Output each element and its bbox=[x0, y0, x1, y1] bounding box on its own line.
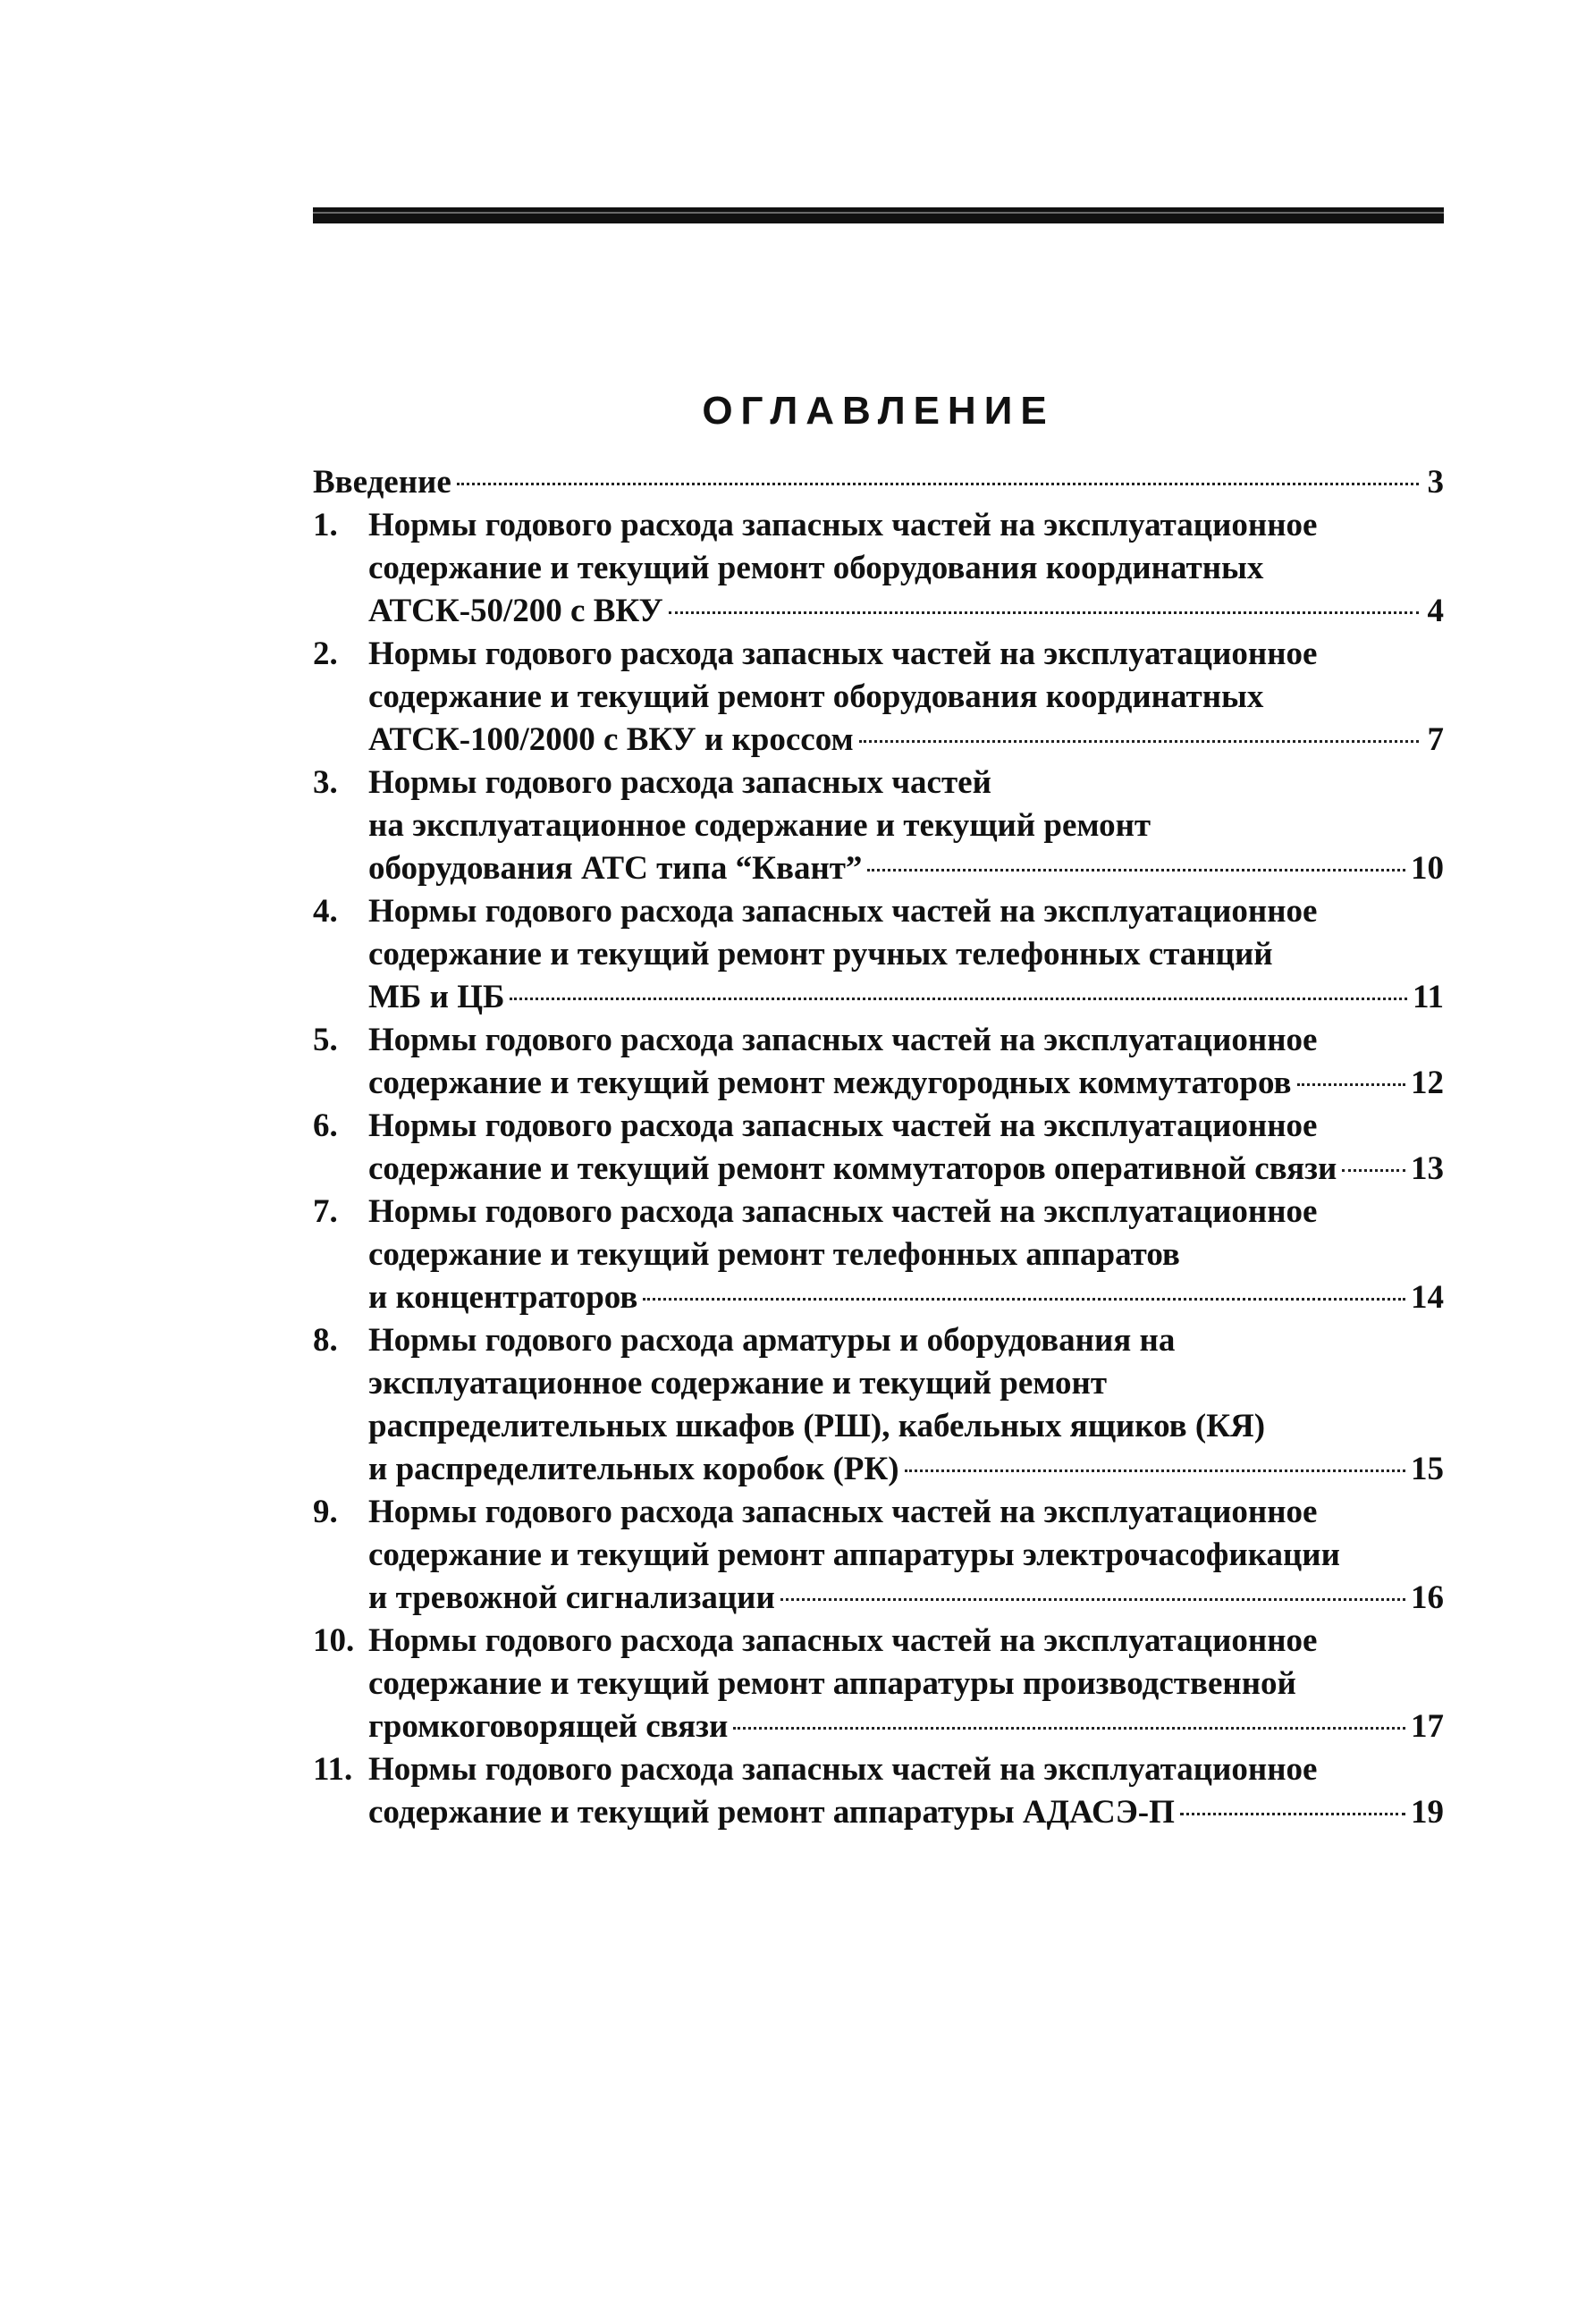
dot-leader bbox=[1297, 1083, 1405, 1086]
toc-page-number: 10 bbox=[1411, 850, 1444, 887]
toc-entry-text: содержание и текущий ремонт междугородных коммутаторов bbox=[368, 1065, 1292, 1101]
dot-leader bbox=[643, 1298, 1405, 1301]
toc-page-number: 16 bbox=[1411, 1579, 1444, 1616]
dot-leader bbox=[905, 1469, 1405, 1472]
toc-entry-text: АТСК-100/2000 с ВКУ и кроссом bbox=[368, 721, 854, 758]
dot-leader bbox=[1180, 1813, 1405, 1815]
toc-entry-text: Нормы годового расхода запасных частей на эксплуатационное bbox=[368, 507, 1318, 543]
toc-page-number: 17 bbox=[1411, 1708, 1444, 1745]
toc-entry[interactable] bbox=[313, 1019, 1444, 1105]
dot-leader bbox=[510, 998, 1407, 1000]
toc-title: ОГЛАВЛЕНИЕ bbox=[702, 389, 1055, 433]
toc-entry[interactable] bbox=[313, 890, 1444, 1019]
toc-entry-text: содержание и текущий ремонт аппаратуры производственной bbox=[368, 1665, 1296, 1702]
toc-entry-text: громкоговорящей связи bbox=[368, 1708, 729, 1745]
toc-entry-text: Нормы годового расхода запасных частей на эксплуатационное bbox=[368, 1751, 1318, 1788]
top-rule bbox=[313, 207, 1444, 223]
dot-leader bbox=[859, 740, 1419, 743]
toc-page-number: 15 bbox=[1411, 1451, 1444, 1487]
toc-entry-text: оборудования АТС типа “Квант” bbox=[368, 850, 863, 887]
toc-page-number: 11 bbox=[1413, 979, 1444, 1015]
toc-page-number: 3 bbox=[1427, 464, 1444, 501]
toc-page-number: 4 bbox=[1427, 593, 1444, 629]
toc-entry-number: 3. bbox=[313, 764, 338, 801]
toc-entry-number: 6. bbox=[313, 1107, 338, 1144]
toc-entry[interactable] bbox=[313, 762, 1444, 890]
toc-page-number: 13 bbox=[1411, 1150, 1444, 1187]
toc-entry-text: Нормы годового расхода запасных частей bbox=[368, 764, 991, 801]
toc-entry-text: содержание и текущий ремонт ручных телефонных станций bbox=[368, 936, 1273, 973]
toc-entry-text: содержание и текущий ремонт оборудования координатных bbox=[368, 678, 1264, 715]
toc-entry-number: 8. bbox=[313, 1322, 338, 1359]
toc-entry-text: АТСК-50/200 с ВКУ bbox=[368, 593, 663, 629]
toc-entry-number: 2. bbox=[313, 636, 338, 672]
toc-entry-text: на эксплуатационное содержание и текущий ремонт bbox=[368, 807, 1151, 844]
toc-entry-number: 9. bbox=[313, 1494, 338, 1530]
toc-entry-text: содержание и текущий ремонт телефонных аппаратов bbox=[368, 1236, 1180, 1273]
toc-entry-text: распределительных шкафов (РШ), кабельных ящиков (КЯ) bbox=[368, 1408, 1266, 1444]
dot-leader bbox=[457, 483, 1419, 485]
dot-leader bbox=[669, 611, 1419, 614]
toc-entry-number: 7. bbox=[313, 1193, 338, 1230]
toc-entry-text: МБ и ЦБ bbox=[368, 979, 505, 1015]
toc-entry-text: Нормы годового расхода запасных частей на эксплуатационное bbox=[368, 1107, 1318, 1144]
toc-entry-text: Нормы годового расхода запасных частей на эксплуатационное bbox=[368, 1022, 1318, 1058]
toc-entry[interactable] bbox=[313, 1620, 1444, 1748]
toc-entry-text: содержание и текущий ремонт коммутаторов оперативной связи bbox=[368, 1150, 1337, 1187]
toc-entry-text: Нормы годового расхода запасных частей на эксплуатационное bbox=[368, 1494, 1318, 1530]
toc-entry-text: Нормы годового расхода запасных частей на эксплуатационное bbox=[368, 1622, 1318, 1659]
toc-entry[interactable] bbox=[313, 1319, 1444, 1491]
dot-leader bbox=[867, 869, 1405, 872]
toc-entry[interactable] bbox=[313, 1105, 1444, 1191]
toc-page-number: 7 bbox=[1427, 721, 1444, 758]
dot-leader bbox=[733, 1727, 1405, 1730]
toc-entry-number: 1. bbox=[313, 507, 338, 543]
toc-entry[interactable] bbox=[313, 1491, 1444, 1620]
toc-entry-text: и тревожной сигнализации bbox=[368, 1579, 775, 1616]
toc-entry-text: эксплуатационное содержание и текущий ремонт bbox=[368, 1365, 1108, 1402]
toc-entry[interactable] bbox=[313, 504, 1444, 633]
table-of-contents bbox=[313, 461, 1444, 1834]
toc-entry[interactable] bbox=[313, 1748, 1444, 1834]
toc-entry-text: Нормы годового расхода запасных частей на эксплуатационное bbox=[368, 636, 1318, 672]
toc-entry-intro[interactable] bbox=[313, 461, 1444, 504]
toc-entry-number: 11. bbox=[313, 1751, 353, 1788]
toc-page-number: 19 bbox=[1411, 1794, 1444, 1831]
toc-entry-text: содержание и текущий ремонт аппаратуры АДАСЭ-П bbox=[368, 1794, 1175, 1831]
toc-entry-number: 10. bbox=[313, 1622, 355, 1659]
toc-entry-text: и распределительных коробок (РК) bbox=[368, 1451, 899, 1487]
toc-entry-text: Нормы годового расхода запасных частей на эксплуатационное bbox=[368, 1193, 1318, 1230]
toc-entry-text: содержание и текущий ремонт аппаратуры электрочасофикации bbox=[368, 1537, 1340, 1573]
toc-entry-label: Введение bbox=[313, 464, 451, 501]
toc-page-number: 12 bbox=[1411, 1065, 1444, 1101]
toc-entry-text: содержание и текущий ремонт оборудования координатных bbox=[368, 550, 1264, 586]
dot-leader bbox=[780, 1598, 1405, 1601]
toc-entry-number: 5. bbox=[313, 1022, 338, 1058]
toc-entry-number: 4. bbox=[313, 893, 338, 930]
dot-leader bbox=[1342, 1169, 1405, 1172]
toc-entry-text: Нормы годового расхода запасных частей на эксплуатационное bbox=[368, 893, 1318, 930]
toc-entry[interactable] bbox=[313, 633, 1444, 762]
toc-entry-text: Нормы годового расхода арматуры и оборудования на bbox=[368, 1322, 1176, 1359]
toc-entry[interactable] bbox=[313, 1191, 1444, 1319]
toc-entry-text: и концентраторов bbox=[368, 1279, 638, 1316]
toc-page-number: 14 bbox=[1411, 1279, 1444, 1316]
